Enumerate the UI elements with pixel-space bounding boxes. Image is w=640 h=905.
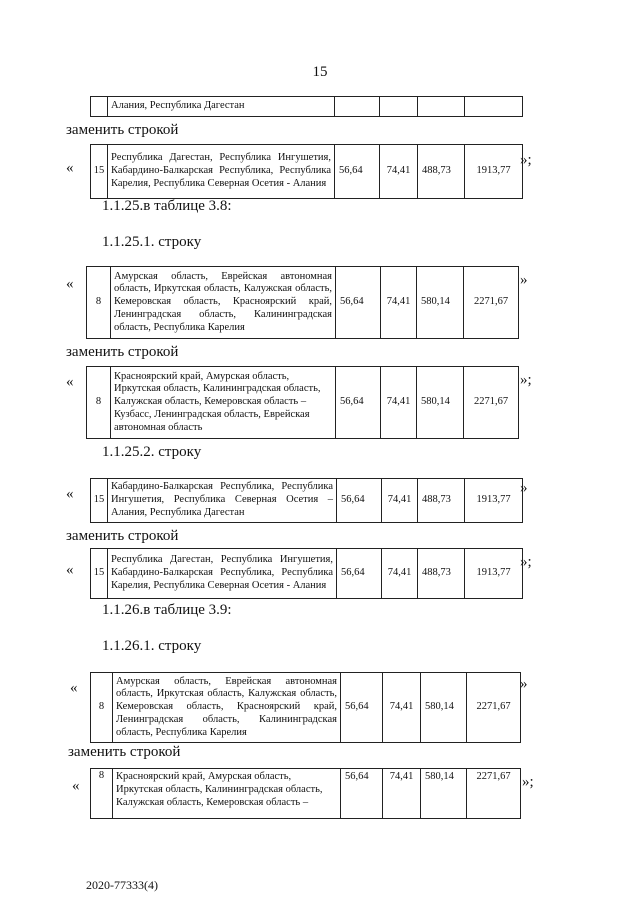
value-cell: 488,73: [418, 145, 465, 199]
value-cell: [418, 97, 465, 117]
row-number: 8: [91, 769, 113, 819]
quote-close: »: [520, 676, 528, 692]
value-cell: 1913,77: [465, 145, 523, 199]
value-cell: [335, 97, 380, 117]
quote-open: «: [66, 374, 74, 390]
value-cell: 56,64: [341, 769, 383, 819]
row-number: 15: [91, 479, 108, 523]
value-cell: 2271,67: [467, 673, 521, 743]
value-cell: 1913,77: [465, 479, 523, 523]
value-cell: 74,41: [382, 549, 418, 599]
quote-open: «: [72, 778, 80, 794]
value-cell: 488,73: [418, 479, 465, 523]
value-cell: 580,14: [421, 769, 467, 819]
value-cell: 56,64: [341, 673, 383, 743]
region-cell: Амурская область, Еврейская автономная область, Иркутская область, Калужская область, Кемеровская область, Красноярский край, Ленинградская область, Калининградская область, Республика Карелия: [111, 267, 336, 339]
replace-label: заменить строкой: [66, 122, 179, 138]
quote-open: «: [66, 486, 74, 502]
quote-close: »: [520, 272, 528, 288]
heading-1-1-25-2: 1.1.25.2. строку: [102, 444, 202, 460]
region-cell: Красноярский край, Амурская область, Иркутская область, Калининградская область, Калужская область, Кемеровская область – Кузбасс, Ленинградская область, Еврейская автономная область: [111, 367, 336, 439]
value-cell: 1913,77: [465, 549, 523, 599]
region-cell: Кабардино-Балкарская Республика, Республика Ингушетия, Республика Северная Осетия – Алания, Республика Дагестан: [108, 479, 337, 523]
region-cell: Красноярский край, Амурская область, Иркутская область, Калининградская область, Калужская область, Кемеровская область –: [113, 769, 341, 819]
table-row-original-8b: [90, 672, 521, 743]
table-row-replacement-8: [86, 366, 519, 439]
table-row-replacement-8b: [90, 768, 521, 819]
replace-label: заменить строкой: [66, 344, 179, 360]
row-number: 15: [91, 145, 108, 199]
value-cell: 74,41: [381, 367, 417, 439]
heading-1-1-25-1: 1.1.25.1. строку: [102, 234, 202, 250]
quote-close: »: [520, 480, 528, 496]
row-number: 8: [87, 367, 111, 439]
document-code: 2020-77333(4): [86, 878, 158, 892]
value-cell: [465, 97, 523, 117]
value-cell: 74,41: [383, 673, 421, 743]
value-cell: 56,64: [337, 549, 382, 599]
value-cell: 488,73: [418, 549, 465, 599]
table-row-original-8: [86, 266, 519, 339]
row-number: 8: [91, 673, 113, 743]
table-row-replacement-15: [90, 144, 523, 199]
quote-close: »;: [520, 372, 532, 388]
value-cell: 56,64: [337, 479, 382, 523]
table-row-replacement-15b: [90, 548, 523, 599]
value-cell: [380, 97, 418, 117]
value-cell: 580,14: [421, 673, 467, 743]
table-row-alania-tail: [90, 96, 523, 117]
quote-open: «: [66, 562, 74, 578]
quote-close: »;: [520, 554, 532, 570]
quote-open: «: [66, 276, 74, 292]
replace-label: заменить строкой: [66, 528, 179, 544]
value-cell: 74,41: [383, 769, 421, 819]
value-cell: 580,14: [417, 267, 464, 339]
region-cell: Республика Дагестан, Республика Ингушетия, Кабардино-Балкарская Республика, Республика Карелия, Республика Северная Осетия - Алания: [108, 549, 337, 599]
region-cell: Республика Дагестан, Республика Ингушетия, Кабардино-Балкарская Республика, Республика Карелия, Республика Северная Осетия - Алания: [108, 145, 335, 199]
quote-open: «: [66, 160, 74, 176]
value-cell: 2271,67: [464, 367, 519, 439]
value-cell: 74,41: [381, 267, 417, 339]
heading-1-1-26-1: 1.1.26.1. строку: [102, 638, 202, 654]
quote-open: «: [70, 680, 78, 696]
page-number: 15: [312, 64, 328, 80]
heading-1-1-25: 1.1.25.в таблице 3.8:: [102, 198, 232, 214]
value-cell: 56,64: [335, 145, 380, 199]
region-cell: Алания, Республика Дагестан: [108, 97, 335, 117]
value-cell: 580,14: [417, 367, 464, 439]
heading-1-1-26: 1.1.26.в таблице 3.9:: [102, 602, 232, 618]
table-row-original-15: [90, 478, 523, 523]
region-cell: Амурская область, Еврейская автономная область, Иркутская область, Калужская область, Кемеровская область, Красноярский край, Ленинградская область, Калининградская область, Республика Карелия: [113, 673, 341, 743]
quote-close: »;: [520, 152, 532, 168]
value-cell: 56,64: [336, 367, 381, 439]
row-number: 15: [91, 549, 108, 599]
value-cell: 2271,67: [464, 267, 519, 339]
value-cell: 74,41: [382, 479, 418, 523]
value-cell: 56,64: [336, 267, 381, 339]
row-number: 8: [87, 267, 111, 339]
quote-close: »;: [522, 774, 534, 790]
value-cell: 2271,67: [467, 769, 521, 819]
row-number: [91, 97, 108, 117]
replace-label: заменить строкой: [68, 744, 181, 760]
value-cell: 74,41: [380, 145, 418, 199]
